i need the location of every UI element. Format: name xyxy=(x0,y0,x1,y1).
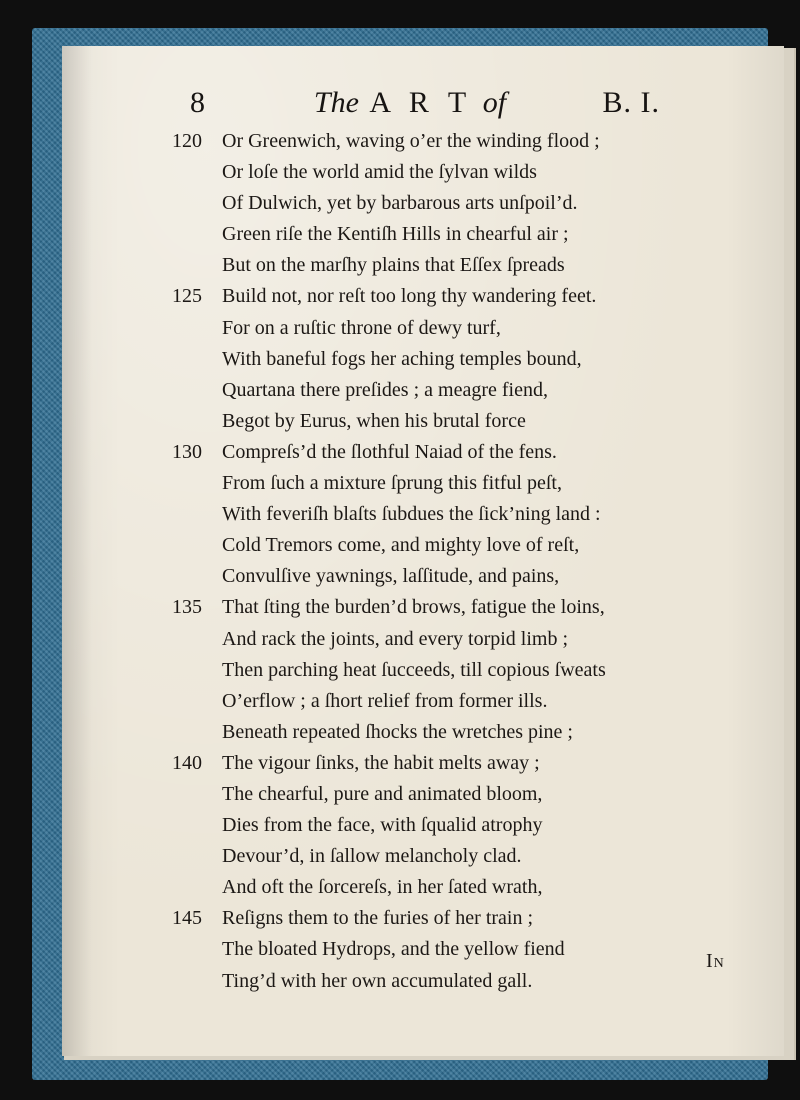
line-number: 145 xyxy=(172,907,202,930)
line-text: Build not, nor reſt too long thy wandering feet. xyxy=(222,285,597,308)
verse-line xyxy=(172,748,692,779)
verse-line xyxy=(172,281,692,312)
verse-line xyxy=(222,157,692,188)
running-title xyxy=(260,86,560,120)
line-text: The chearful, pure and animated bloom, xyxy=(222,782,543,805)
line-text: Of Dulwich, yet by barbarous arts unſpoil’d. xyxy=(222,192,578,215)
verse-line xyxy=(172,437,692,468)
line-text: With feveriſh blaſts ſubdues the ſick’ning land : xyxy=(222,503,601,526)
running-title-of: of xyxy=(482,86,507,119)
line-text: Green riſe the Kentiſh Hills in chearful air ; xyxy=(222,223,569,246)
line-text: But on the marſhy plains that Eſſex ſpreads xyxy=(222,254,565,277)
line-text: Convulſive yawnings, laſſitude, and pains, xyxy=(222,565,560,588)
line-text: Dies from the face, with ſqualid atrophy xyxy=(222,814,543,837)
line-text: Compreſs’d the ſlothful Naiad of the fens. xyxy=(222,440,557,463)
line-text: Devour’d, in ſallow melancholy clad. xyxy=(222,845,522,868)
line-number: 120 xyxy=(172,130,202,152)
line-text: Or loſe the world amid the ſylvan wilds xyxy=(222,161,537,184)
verse-line xyxy=(222,934,692,965)
verse-line xyxy=(222,375,692,406)
verse-line xyxy=(222,872,692,903)
verse-block xyxy=(172,126,692,997)
line-text: Reſigns them to the furies of her train ; xyxy=(222,907,534,930)
line-text: Quartana there preſides ; a meagre fiend, xyxy=(222,378,548,401)
running-title-art: A R T xyxy=(369,86,473,119)
verse-line xyxy=(222,779,692,810)
verse-line xyxy=(222,966,692,997)
verse-line xyxy=(222,530,692,561)
line-text: Ting’d with her own accumulated gall. xyxy=(222,969,533,992)
verse-line xyxy=(222,499,692,530)
line-text: And oft the ſorcereſs, in her ſated wrath, xyxy=(222,876,543,899)
line-text: Beneath repeated ſhocks the wretches pine ; xyxy=(222,720,573,743)
line-text: The bloated Hydrops, and the yellow fiend xyxy=(222,938,565,961)
verse-line xyxy=(222,468,692,499)
running-head xyxy=(190,86,660,126)
verse-line xyxy=(222,313,692,344)
line-number: 140 xyxy=(172,751,202,774)
line-text: O’erflow ; a ſhort relief from former ills. xyxy=(222,689,548,712)
verse-line xyxy=(222,841,692,872)
line-text: That ſting the burden’d brows, fatigue the loins, xyxy=(222,596,605,619)
verse-line xyxy=(222,406,692,437)
verse-line xyxy=(222,624,692,655)
book-indicator: B. I. xyxy=(602,86,660,119)
line-text: Or Greenwich, waving o’er the winding flood ; xyxy=(222,130,600,152)
verse-line xyxy=(222,188,692,219)
line-text: Then parching heat ſucceeds, till copious ſweats xyxy=(222,658,606,681)
gutter-shadow xyxy=(62,46,92,1056)
line-text: With baneful fogs her aching temples bound, xyxy=(222,347,582,370)
line-text: And rack the joints, and every torpid limb ; xyxy=(222,627,569,650)
verse-line xyxy=(172,126,692,157)
line-number: 125 xyxy=(172,285,202,308)
line-number: 135 xyxy=(172,596,202,619)
verse-line xyxy=(222,717,692,748)
line-text: From ſuch a mixture ſprung this fitful peſt, xyxy=(222,472,562,495)
verse-line xyxy=(222,810,692,841)
catchword: In xyxy=(706,950,725,972)
line-text: Begot by Eurus, when his brutal force xyxy=(222,409,526,432)
running-title-the: The xyxy=(313,86,359,119)
line-text: Cold Tremors come, and mighty love of reſt, xyxy=(222,534,580,557)
verse-line xyxy=(172,903,692,934)
verse-line xyxy=(172,592,692,623)
line-text: For on a ruſtic throne of dewy turf, xyxy=(222,316,501,339)
verse-line xyxy=(222,250,692,281)
verse-line xyxy=(222,561,692,592)
page-number: 8 xyxy=(190,86,205,119)
verse-line xyxy=(222,219,692,250)
line-text: The vigour ſinks, the habit melts away ; xyxy=(222,751,540,774)
verse-line xyxy=(222,686,692,717)
verse-line xyxy=(222,655,692,686)
line-number: 130 xyxy=(172,440,202,463)
verse-line xyxy=(222,344,692,375)
